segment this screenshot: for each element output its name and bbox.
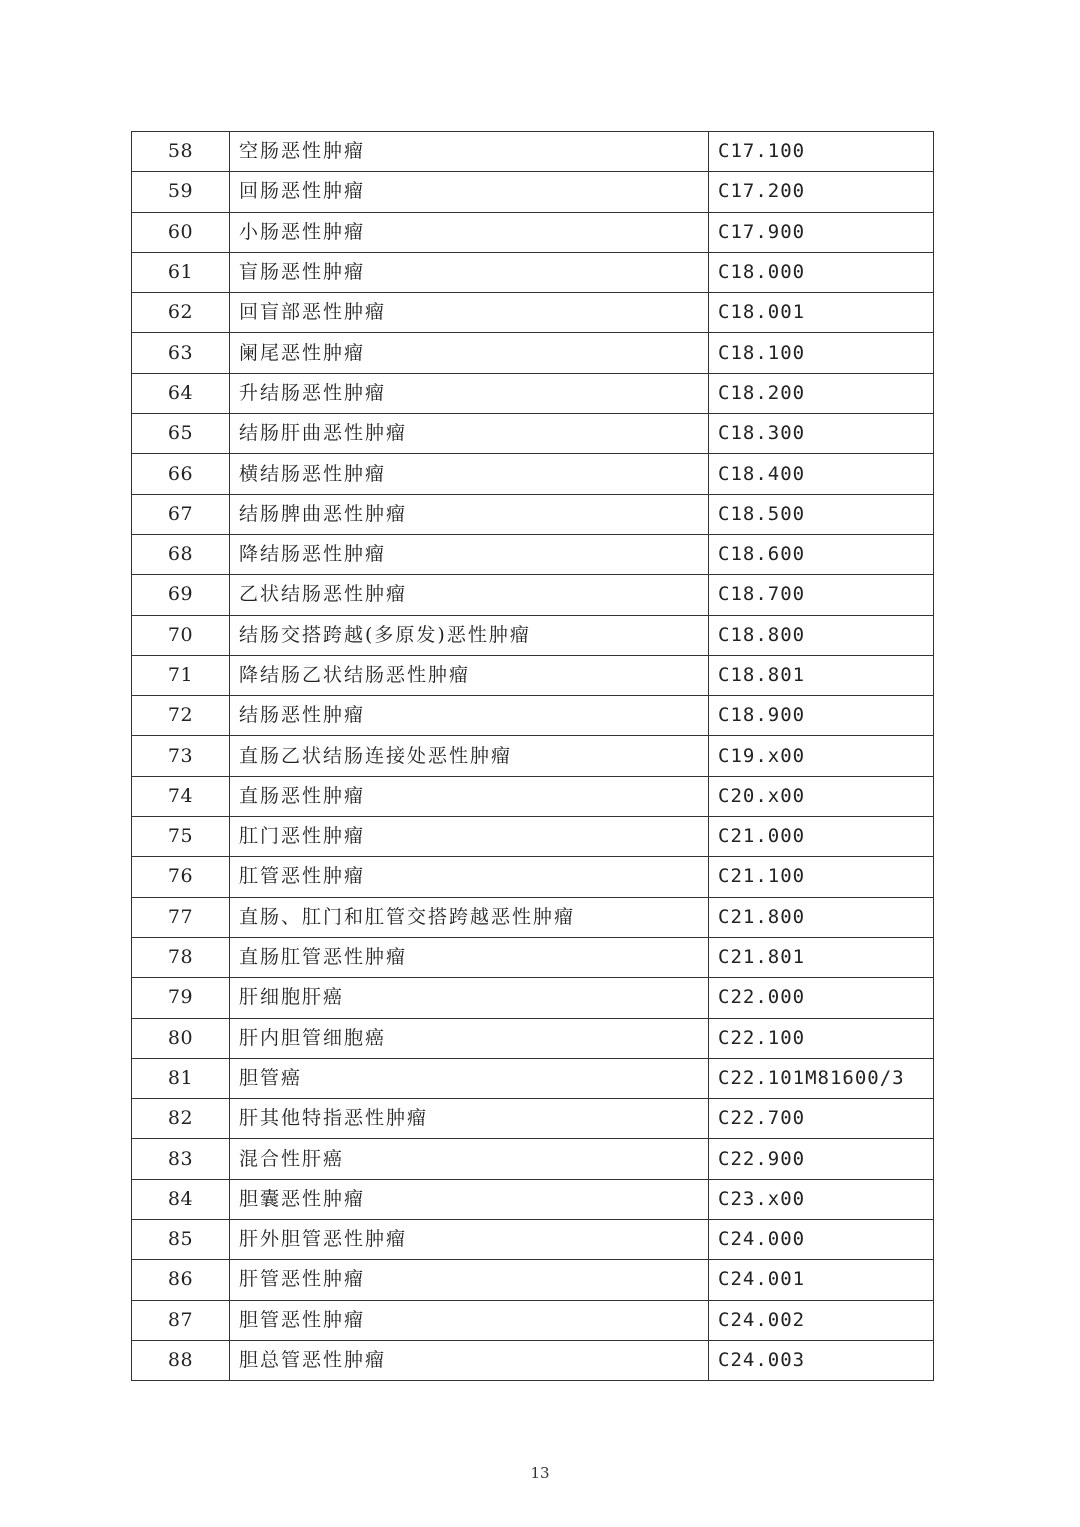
disease-code: C18.801 [709,655,934,695]
row-number: 66 [132,454,230,494]
table-row [132,132,934,172]
disease-name: 胆管癌 [230,1058,709,1098]
disease-name: 降结肠乙状结肠恶性肿瘤 [230,655,709,695]
disease-name: 乙状结肠恶性肿瘤 [230,575,709,615]
disease-name: 肝管恶性肿瘤 [230,1260,709,1300]
disease-name: 回盲部恶性肿瘤 [230,293,709,333]
table-row [132,1260,934,1300]
disease-name: 阑尾恶性肿瘤 [230,333,709,373]
disease-code: C21.100 [709,857,934,897]
row-number: 60 [132,212,230,252]
disease-code: C18.900 [709,696,934,736]
table-row [132,454,934,494]
disease-code: C18.000 [709,252,934,292]
row-number: 76 [132,857,230,897]
disease-name: 结肠恶性肿瘤 [230,696,709,736]
row-number: 77 [132,897,230,937]
row-number: 86 [132,1260,230,1300]
disease-code: C18.100 [709,333,934,373]
disease-name: 盲肠恶性肿瘤 [230,252,709,292]
disease-code: C22.900 [709,1139,934,1179]
disease-code: C17.200 [709,172,934,212]
disease-code: C21.800 [709,897,934,937]
table-row [132,1018,934,1058]
row-number: 84 [132,1179,230,1219]
disease-name: 胆囊恶性肿瘤 [230,1179,709,1219]
disease-code: C21.000 [709,817,934,857]
table-row [132,252,934,292]
row-number: 67 [132,494,230,534]
table-row [132,534,934,574]
disease-code: C22.000 [709,978,934,1018]
disease-code: C18.300 [709,414,934,454]
row-number: 65 [132,414,230,454]
disease-code: C18.800 [709,615,934,655]
table-row [132,293,934,333]
disease-name: 结肠脾曲恶性肿瘤 [230,494,709,534]
row-number: 70 [132,615,230,655]
disease-name: 胆管恶性肿瘤 [230,1300,709,1340]
disease-code: C22.100 [709,1018,934,1058]
table-row [132,1300,934,1340]
disease-name: 直肠肛管恶性肿瘤 [230,937,709,977]
disease-name: 胆总管恶性肿瘤 [230,1340,709,1380]
table-row [132,897,934,937]
disease-name: 混合性肝癌 [230,1139,709,1179]
disease-code: C18.500 [709,494,934,534]
row-number: 74 [132,776,230,816]
table-row [132,1179,934,1219]
disease-name: 升结肠恶性肿瘤 [230,373,709,413]
row-number: 73 [132,736,230,776]
row-number: 88 [132,1340,230,1380]
disease-code: C17.900 [709,212,934,252]
row-number: 62 [132,293,230,333]
disease-code: C24.000 [709,1220,934,1260]
disease-name: 回肠恶性肿瘤 [230,172,709,212]
disease-code: C18.600 [709,534,934,574]
row-number: 63 [132,333,230,373]
row-number: 59 [132,172,230,212]
disease-code: C18.700 [709,575,934,615]
disease-code: C18.001 [709,293,934,333]
disease-code: C24.001 [709,1260,934,1300]
table-row [132,1058,934,1098]
page-number: 13 [530,1464,550,1482]
row-number: 68 [132,534,230,574]
disease-name: 肝其他特指恶性肿瘤 [230,1099,709,1139]
table-row [132,1139,934,1179]
disease-name: 肝外胆管恶性肿瘤 [230,1220,709,1260]
row-number: 85 [132,1220,230,1260]
table-row [132,978,934,1018]
table-row [132,414,934,454]
table-row [132,776,934,816]
disease-name: 结肠肝曲恶性肿瘤 [230,414,709,454]
table-row [132,494,934,534]
disease-name: 直肠、肛门和肛管交搭跨越恶性肿瘤 [230,897,709,937]
row-number: 81 [132,1058,230,1098]
row-number: 80 [132,1018,230,1058]
row-number: 61 [132,252,230,292]
table-row [132,373,934,413]
disease-name: 直肠恶性肿瘤 [230,776,709,816]
disease-code: C20.x00 [709,776,934,816]
disease-name: 肛门恶性肿瘤 [230,817,709,857]
disease-code: C17.100 [709,132,934,172]
table-row [132,655,934,695]
disease-code: C18.200 [709,373,934,413]
row-number: 83 [132,1139,230,1179]
disease-code: C24.003 [709,1340,934,1380]
disease-name: 直肠乙状结肠连接处恶性肿瘤 [230,736,709,776]
disease-name: 肝细胞肝癌 [230,978,709,1018]
row-number: 72 [132,696,230,736]
disease-code: C21.801 [709,937,934,977]
disease-name: 横结肠恶性肿瘤 [230,454,709,494]
row-number: 78 [132,937,230,977]
disease-code: C24.002 [709,1300,934,1340]
table-row [132,333,934,373]
disease-name: 降结肠恶性肿瘤 [230,534,709,574]
row-number: 79 [132,978,230,1018]
table-body [132,132,934,1381]
table-row [132,615,934,655]
row-number: 58 [132,132,230,172]
disease-name: 空肠恶性肿瘤 [230,132,709,172]
disease-code: C18.400 [709,454,934,494]
table-row [132,857,934,897]
table-row [132,172,934,212]
row-number: 82 [132,1099,230,1139]
disease-code-table [131,131,934,1381]
table-row [132,817,934,857]
table-row [132,1099,934,1139]
table-row [132,575,934,615]
row-number: 69 [132,575,230,615]
row-number: 71 [132,655,230,695]
table-row [132,937,934,977]
disease-code: C23.x00 [709,1179,934,1219]
table-row [132,696,934,736]
table-row [132,212,934,252]
table-row [132,1220,934,1260]
row-number: 64 [132,373,230,413]
row-number: 87 [132,1300,230,1340]
disease-name: 肝内胆管细胞癌 [230,1018,709,1058]
table-row [132,1340,934,1380]
disease-name: 肛管恶性肿瘤 [230,857,709,897]
row-number: 75 [132,817,230,857]
disease-name: 结肠交搭跨越(多原发)恶性肿瘤 [230,615,709,655]
table-row [132,736,934,776]
disease-code: C19.x00 [709,736,934,776]
disease-code: C22.700 [709,1099,934,1139]
disease-name: 小肠恶性肿瘤 [230,212,709,252]
disease-code: C22.101M81600/3 [709,1058,934,1098]
